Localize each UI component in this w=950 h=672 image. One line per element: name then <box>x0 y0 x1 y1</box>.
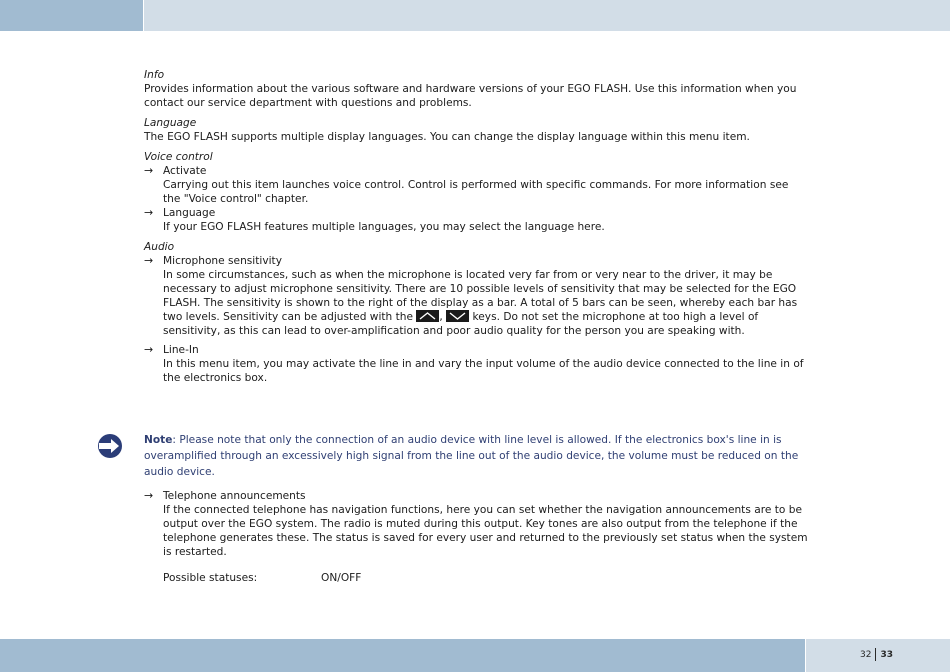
page-number-left: 32 <box>860 650 872 660</box>
possible-statuses <box>144 571 808 585</box>
note-text: : Please note that only the connection of an audio device with line level is allowed. If the electronics box's line in is overamplified through an excessively high signal from the line out of the audio device, the volume must be reduced on the audio device. <box>144 434 799 478</box>
info-text: Provides information about the various software and hardware versions of your EGO FLASH. Use this information when you contact our service department with questions and problems. <box>144 83 797 109</box>
mic-text-part2: keys. Do not set the microphone at too high a level of sensitivity, as this can lead to over-amplification and poor audio quality for the person you are speaking with. <box>163 311 759 337</box>
list-item <box>144 164 808 206</box>
language-section <box>144 116 808 144</box>
page-numbers <box>860 648 893 661</box>
list-item-text: Carrying out this item launches voice control. Control is performed with specific commands. For more information see the "Voice control" chapter. <box>163 179 789 205</box>
list-item-text: If your EGO FLASH features multiple languages, you may select the language here. <box>163 221 605 233</box>
arrow-right-icon: → <box>144 206 154 219</box>
list-item <box>144 489 808 559</box>
header-bar-left <box>0 0 143 31</box>
key-down-icon <box>446 310 469 322</box>
list-item-text: If the connected telephone has navigation functions, here you can set whether the navigation announcements are to be output over the EGO system. The radio is muted during this output. Key tones are also output from the telephone if the telephone generates these. The status is saved for every user and returned to the previously set status when the system is restarted. <box>163 504 808 558</box>
list-item-title: Line-In <box>163 344 199 356</box>
language-heading: Language <box>144 117 197 129</box>
page-number-right: 33 <box>880 650 893 660</box>
arrow-right-icon: → <box>144 489 154 502</box>
list-item-title: Telephone announcements <box>163 490 306 502</box>
header-bar-right <box>144 0 950 31</box>
note-label: Note <box>144 434 173 446</box>
mic-text-sep: , <box>439 311 443 323</box>
arrow-right-icon: → <box>144 343 154 356</box>
list-item <box>144 206 808 234</box>
info-heading: Info <box>144 69 165 81</box>
audio-section <box>144 240 808 385</box>
list-item-title: Activate <box>163 165 207 177</box>
mic-text-part1: In some circumstances, such as when the microphone is located very far from or very near to the driver, it may be necessary to adjust microphone sensitivity. There are 10 possible levels of sensitivity that may be selected for the EGO FLASH. The sensitivity is shown to the right of the display as a bar. A total of 5 bars can be seen, whereby each bar has two levels. Sensitivity can be adjusted with the <box>163 269 798 323</box>
page-separator <box>875 648 876 661</box>
voice-control-section <box>144 150 808 234</box>
arrow-right-icon: → <box>144 254 154 267</box>
statuses-value: ON/OFF <box>321 572 362 584</box>
list-item-title: Language <box>163 207 216 219</box>
info-section <box>144 68 808 110</box>
arrow-right-icon: → <box>144 164 154 177</box>
footer-bar-left <box>0 639 805 672</box>
list-item <box>144 254 808 338</box>
language-text: The EGO FLASH supports multiple display languages. You can change the display language within this menu item. <box>144 131 750 143</box>
note-arrow-icon <box>97 433 123 459</box>
note-box <box>144 432 808 480</box>
telephone-section <box>144 489 808 585</box>
list-item-title: Microphone sensitivity <box>163 255 282 267</box>
voice-control-heading: Voice control <box>144 151 213 163</box>
key-up-icon <box>416 310 439 322</box>
list-item <box>144 343 808 385</box>
list-item-text <box>163 268 808 338</box>
statuses-label: Possible statuses: <box>163 572 258 584</box>
list-item-text: In this menu item, you may activate the line in and vary the input volume of the audio device connected to the line in of the electronics box. <box>163 358 804 384</box>
audio-heading: Audio <box>144 241 175 253</box>
main-content <box>144 68 808 391</box>
